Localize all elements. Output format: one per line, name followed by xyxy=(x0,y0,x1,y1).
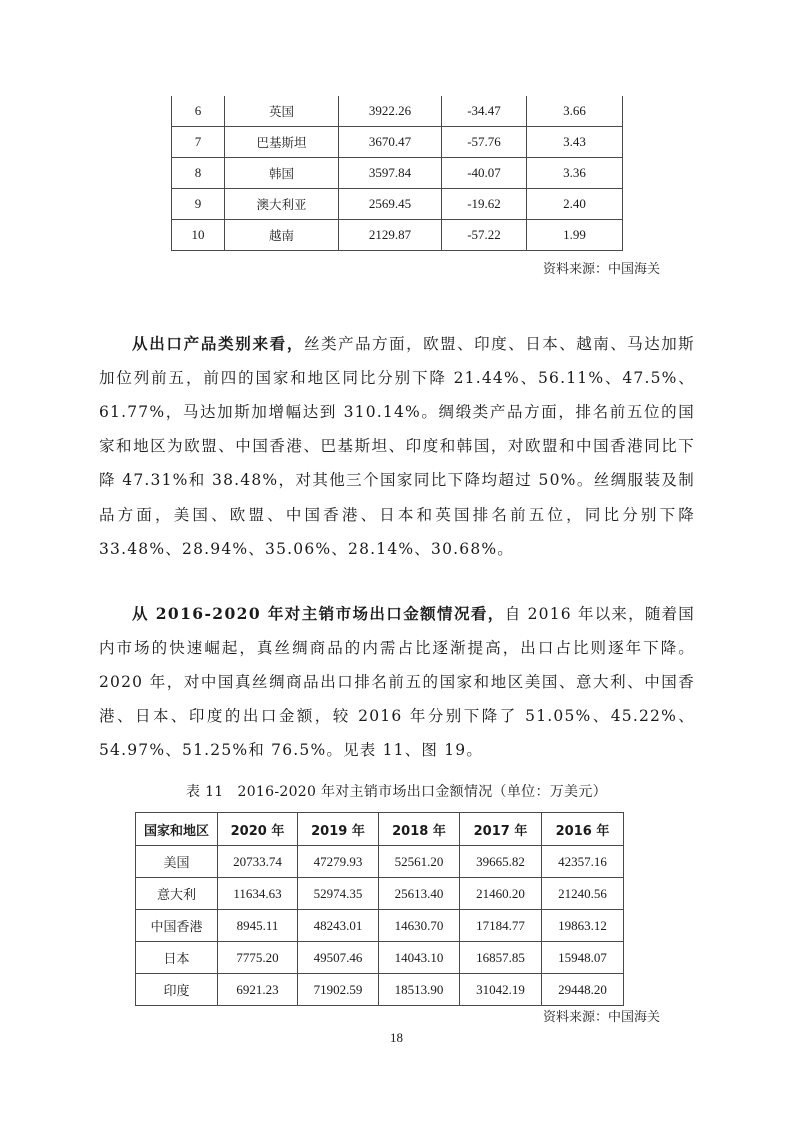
value-cell: 8945.11 xyxy=(218,910,298,942)
table-header-row xyxy=(136,813,624,846)
table-source-note: 资料来源：中国海关 xyxy=(542,1010,660,1025)
page-number: 18 xyxy=(390,1030,403,1045)
table-caption-number: 表 11 xyxy=(186,784,224,800)
region-cell: 中国香港 xyxy=(136,910,218,942)
header-year: 2017 年 xyxy=(460,813,542,846)
amount-cell: 2569.45 xyxy=(339,189,442,220)
rank-cell: 10 xyxy=(172,220,225,251)
share-cell: 3.66 xyxy=(527,96,623,127)
amount-cell: 3597.84 xyxy=(339,158,442,189)
rank-cell: 9 xyxy=(172,189,225,220)
rank-cell: 6 xyxy=(172,96,225,127)
paragraph-lead: 从 2016-2020 年对主销市场出口金额情况看， xyxy=(132,603,505,623)
value-cell: 25613.40 xyxy=(379,878,460,910)
value-cell: 39665.82 xyxy=(460,846,542,878)
table-row xyxy=(172,189,623,220)
value-cell: 18513.90 xyxy=(379,974,460,1006)
value-cell: 29448.20 xyxy=(542,974,624,1006)
table-row xyxy=(136,942,624,974)
value-cell: 6921.23 xyxy=(218,974,298,1006)
value-cell: 16857.85 xyxy=(460,942,542,974)
paragraph-text: 丝类产品方面，欧盟、印度、日本、越南、马达加斯加位列前五，前四的国家和地区同比分别下降 21.44%、56.11%、47.5%、61.77%，马达加斯加增幅达到 310.14%。绸缎类产品方面，排名前五位的国家和地区为欧盟、中国香港、巴基斯坦、印度和韩国，对欧盟和中国香港同比下降 47.31%和 38.48%，对其他三个国家同比下降均超过 50%。丝绸服装及制品方面，美国、欧盟、中国香港、日本和英国排名前五位，同比分别下降 33.48%、28.94%、35.06%、28.14%、30.68%。 xyxy=(99,334,695,558)
table-row xyxy=(172,127,623,158)
table-row xyxy=(172,158,623,189)
paragraph-main-markets xyxy=(99,597,695,768)
table-row xyxy=(136,974,624,1006)
value-cell: 21460.20 xyxy=(460,878,542,910)
main-markets-export-table xyxy=(135,812,624,1006)
amount-cell: 3670.47 xyxy=(339,127,442,158)
table-caption xyxy=(0,781,793,801)
value-cell: 52974.35 xyxy=(298,878,379,910)
header-year: 2019 年 xyxy=(298,813,379,846)
region-cell: 印度 xyxy=(136,974,218,1006)
table-row xyxy=(136,846,624,878)
rank-cell: 8 xyxy=(172,158,225,189)
value-cell: 7775.20 xyxy=(218,942,298,974)
country-cell: 越南 xyxy=(225,220,339,251)
value-cell: 11634.63 xyxy=(218,878,298,910)
table-row xyxy=(136,878,624,910)
region-cell: 美国 xyxy=(136,846,218,878)
yoy-cell: -57.76 xyxy=(442,127,527,158)
top-export-table xyxy=(171,96,623,251)
table-row xyxy=(172,220,623,251)
header-year: 2020 年 xyxy=(218,813,298,846)
yoy-cell: -34.47 xyxy=(442,96,527,127)
amount-cell: 2129.87 xyxy=(339,220,442,251)
value-cell: 71902.59 xyxy=(298,974,379,1006)
value-cell: 49507.46 xyxy=(298,942,379,974)
share-cell: 1.99 xyxy=(527,220,623,251)
value-cell: 48243.01 xyxy=(298,910,379,942)
value-cell: 21240.56 xyxy=(542,878,624,910)
country-cell: 澳大利亚 xyxy=(225,189,339,220)
value-cell: 20733.74 xyxy=(218,846,298,878)
country-cell: 韩国 xyxy=(225,158,339,189)
region-cell: 意大利 xyxy=(136,878,218,910)
share-cell: 3.43 xyxy=(527,127,623,158)
header-year: 2018 年 xyxy=(379,813,460,846)
country-cell: 英国 xyxy=(225,96,339,127)
share-cell: 3.36 xyxy=(527,158,623,189)
value-cell: 31042.19 xyxy=(460,974,542,1006)
header-year: 2016 年 xyxy=(542,813,624,846)
table-row xyxy=(172,96,623,127)
share-cell: 2.40 xyxy=(527,189,623,220)
value-cell: 14630.70 xyxy=(379,910,460,942)
country-cell: 巴基斯坦 xyxy=(225,127,339,158)
table-caption-title: 2016-2020 年对主销市场出口金额情况（单位：万美元） xyxy=(237,784,607,800)
yoy-cell: -57.22 xyxy=(442,220,527,251)
value-cell: 47279.93 xyxy=(298,846,379,878)
table-source-note: 资料来源：中国海关 xyxy=(542,262,660,277)
yoy-cell: -40.07 xyxy=(442,158,527,189)
rank-cell: 7 xyxy=(172,127,225,158)
paragraph-lead: 从出口产品类别来看， xyxy=(132,333,305,353)
value-cell: 14043.10 xyxy=(379,942,460,974)
region-cell: 日本 xyxy=(136,942,218,974)
header-region: 国家和地区 xyxy=(136,813,218,846)
paragraph-text: 自 2016 年以来，随着国内市场的快速崛起，真丝绸商品的内需占比逐渐提高，出口占比则逐年下降。2020 年，对中国真丝绸商品出口排名前五的国家和地区美国、意大利、中国香港、日本、印度的出口金额，较 2016 年分别下降了 51.05%、45.22%、54.97%、51.25%和 76.5%。见表 11、图 19。 xyxy=(99,604,696,760)
amount-cell: 3922.26 xyxy=(339,96,442,127)
value-cell: 17184.77 xyxy=(460,910,542,942)
paragraph-product-category xyxy=(99,327,695,566)
value-cell: 42357.16 xyxy=(542,846,624,878)
value-cell: 15948.07 xyxy=(542,942,624,974)
yoy-cell: -19.62 xyxy=(442,189,527,220)
table-row xyxy=(136,910,624,942)
value-cell: 19863.12 xyxy=(542,910,624,942)
value-cell: 52561.20 xyxy=(379,846,460,878)
